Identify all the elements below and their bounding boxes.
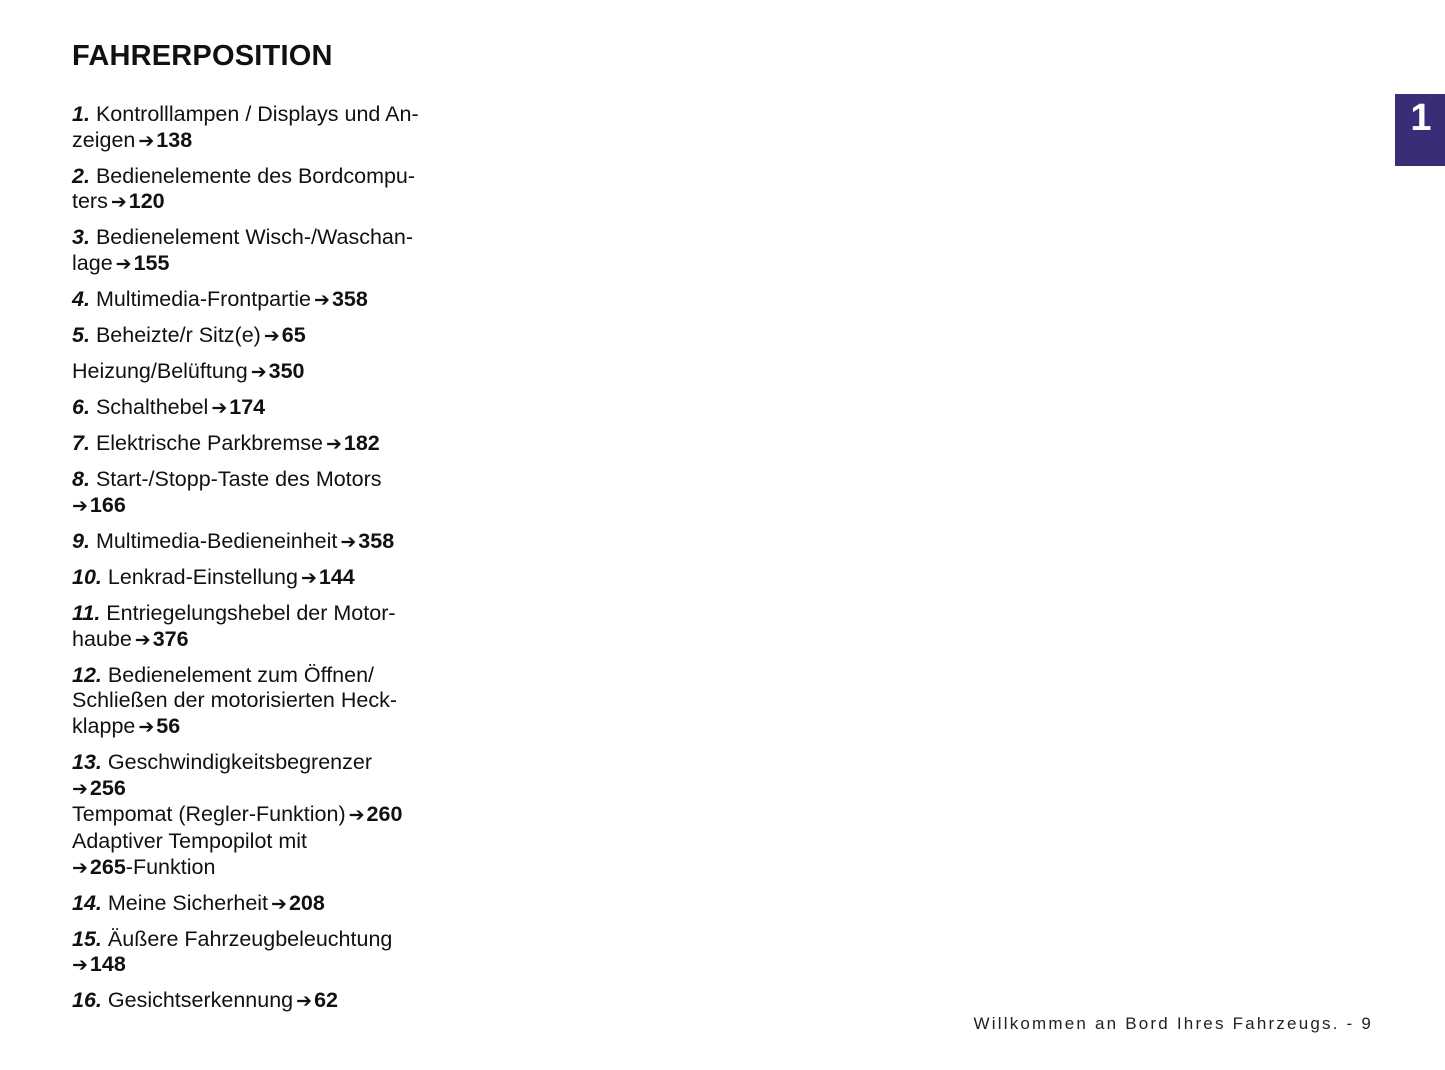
entry-number: 2. bbox=[72, 163, 90, 188]
entry-number: 13. bbox=[72, 749, 102, 774]
page-reference[interactable]: 166 bbox=[89, 492, 126, 517]
list-item bbox=[72, 565, 472, 592]
list-item bbox=[72, 529, 472, 556]
page-reference[interactable]: 120 bbox=[128, 189, 165, 214]
arrow-right-icon: ➔ bbox=[138, 716, 155, 738]
entry-text: Start-/Stopp-Taste des Motors bbox=[95, 467, 382, 492]
entry-text: Elektrische Parkbremse bbox=[95, 431, 323, 456]
arrow-right-icon: ➔ bbox=[340, 531, 357, 553]
page-reference[interactable]: 144 bbox=[318, 564, 355, 589]
entry-text: Multimedia-Bedieneinheit bbox=[95, 528, 338, 553]
page-reference[interactable]: 265 bbox=[89, 854, 126, 879]
entry-number: 10. bbox=[72, 564, 102, 589]
page-reference[interactable]: 350 bbox=[268, 359, 305, 384]
list-item bbox=[72, 467, 472, 519]
arrow-right-icon: ➔ bbox=[115, 254, 132, 276]
arrow-right-icon: ➔ bbox=[348, 805, 365, 827]
entry-number: 4. bbox=[72, 287, 90, 312]
entry-text: Gesichtserkennung bbox=[107, 988, 294, 1013]
page-reference[interactable]: 62 bbox=[314, 988, 338, 1013]
entry-number: 5. bbox=[72, 323, 90, 348]
list-item bbox=[72, 988, 472, 1015]
entry-text: Geschwindigkeitsbegrenzer bbox=[107, 749, 373, 774]
arrow-right-icon: ➔ bbox=[263, 326, 280, 348]
entry-number: 12. bbox=[72, 662, 102, 687]
list-item bbox=[72, 225, 472, 277]
entry-text: Kontrolllampen / Displays und An- zeigen bbox=[72, 102, 419, 152]
entry-number: 6. bbox=[72, 395, 90, 420]
entry-number: 7. bbox=[72, 431, 90, 456]
entry-text: Beheizte/r Sitz(e) bbox=[95, 323, 261, 348]
arrow-right-icon: ➔ bbox=[325, 434, 342, 456]
list-item bbox=[72, 891, 472, 918]
entry-list bbox=[72, 102, 472, 1024]
list-item bbox=[72, 164, 472, 216]
arrow-right-icon: ➔ bbox=[300, 567, 317, 589]
entry-text: Bedienelemente des Bordcompu- ters bbox=[72, 163, 416, 214]
entry-text: Lenkrad-Einstellung bbox=[107, 564, 298, 589]
entry-text: Heizung/Belüftung bbox=[72, 359, 248, 384]
page-reference[interactable]: 256 bbox=[89, 775, 126, 800]
entry-text: Bedienelement zum Öffnen/ Schließen der motorisierten Heck- klappe bbox=[72, 662, 398, 738]
entry-text: Multimedia-Frontpartie bbox=[95, 287, 312, 312]
arrow-right-icon: ➔ bbox=[271, 893, 287, 915]
chapter-tab[interactable]: 1 bbox=[1395, 94, 1445, 166]
page-reference[interactable]: 260 bbox=[366, 802, 403, 827]
arrow-right-icon: ➔ bbox=[296, 991, 313, 1013]
arrow-right-icon: ➔ bbox=[138, 130, 155, 152]
entry-subtext: Tempomat (Regler-Funktion) bbox=[72, 802, 346, 827]
entry-text: Meine Sicherheit bbox=[107, 890, 269, 915]
entry-number: 9. bbox=[72, 528, 90, 553]
entry-number: 1. bbox=[72, 102, 90, 126]
list-item bbox=[72, 601, 472, 653]
page-footer: Willkommen an Bord Ihres Fahrzeugs. - 9 bbox=[973, 1014, 1373, 1033]
entry-subtext: Adaptiver Tempopilot mit bbox=[72, 829, 308, 854]
arrow-right-icon: ➔ bbox=[110, 192, 127, 214]
page-reference[interactable]: 376 bbox=[152, 626, 189, 651]
page-reference[interactable]: 358 bbox=[358, 528, 395, 553]
entry-number: 8. bbox=[72, 467, 90, 492]
list-item bbox=[72, 431, 472, 458]
entry-text: Äußere Fahrzeugbeleuchtung bbox=[107, 926, 393, 951]
page-reference[interactable]: 148 bbox=[89, 952, 126, 977]
list-item bbox=[72, 102, 472, 154]
arrow-right-icon: ➔ bbox=[314, 290, 330, 312]
entry-text: Schalthebel bbox=[95, 395, 209, 420]
entry-number: 16. bbox=[72, 988, 102, 1013]
page-reference[interactable]: 56 bbox=[156, 713, 181, 738]
arrow-right-icon: ➔ bbox=[250, 362, 267, 384]
list-item bbox=[72, 359, 472, 386]
page-reference[interactable]: 174 bbox=[229, 395, 266, 420]
page-reference[interactable]: 208 bbox=[288, 890, 325, 915]
entry-number: 3. bbox=[72, 225, 90, 250]
arrow-right-icon: ➔ bbox=[72, 495, 88, 517]
list-item bbox=[72, 663, 472, 741]
entry-suffix: -Funktion bbox=[125, 854, 216, 879]
list-item bbox=[72, 750, 472, 882]
list-item bbox=[72, 927, 472, 979]
page-reference[interactable]: 138 bbox=[156, 127, 193, 152]
entry-number: 11. bbox=[72, 600, 101, 625]
page-title: FAHRERPOSITION bbox=[72, 40, 333, 72]
page-reference[interactable]: 155 bbox=[133, 251, 170, 276]
entry-number: 14. bbox=[72, 890, 102, 915]
page-reference[interactable]: 358 bbox=[331, 287, 368, 312]
page-reference[interactable]: 65 bbox=[281, 323, 306, 348]
arrow-right-icon: ➔ bbox=[72, 955, 88, 977]
entry-number: 15. bbox=[72, 926, 102, 951]
arrow-right-icon: ➔ bbox=[134, 629, 151, 651]
list-item bbox=[72, 323, 472, 350]
arrow-right-icon: ➔ bbox=[211, 398, 228, 420]
entry-text: Entriegelungshebel der Motor- haube bbox=[72, 600, 396, 651]
list-item bbox=[72, 287, 472, 314]
arrow-right-icon: ➔ bbox=[72, 778, 88, 800]
list-item bbox=[72, 395, 472, 422]
page-reference[interactable]: 182 bbox=[343, 431, 380, 456]
entry-text: Bedienelement Wisch-/Waschan- lage bbox=[72, 225, 413, 276]
arrow-right-icon: ➔ bbox=[72, 857, 88, 879]
